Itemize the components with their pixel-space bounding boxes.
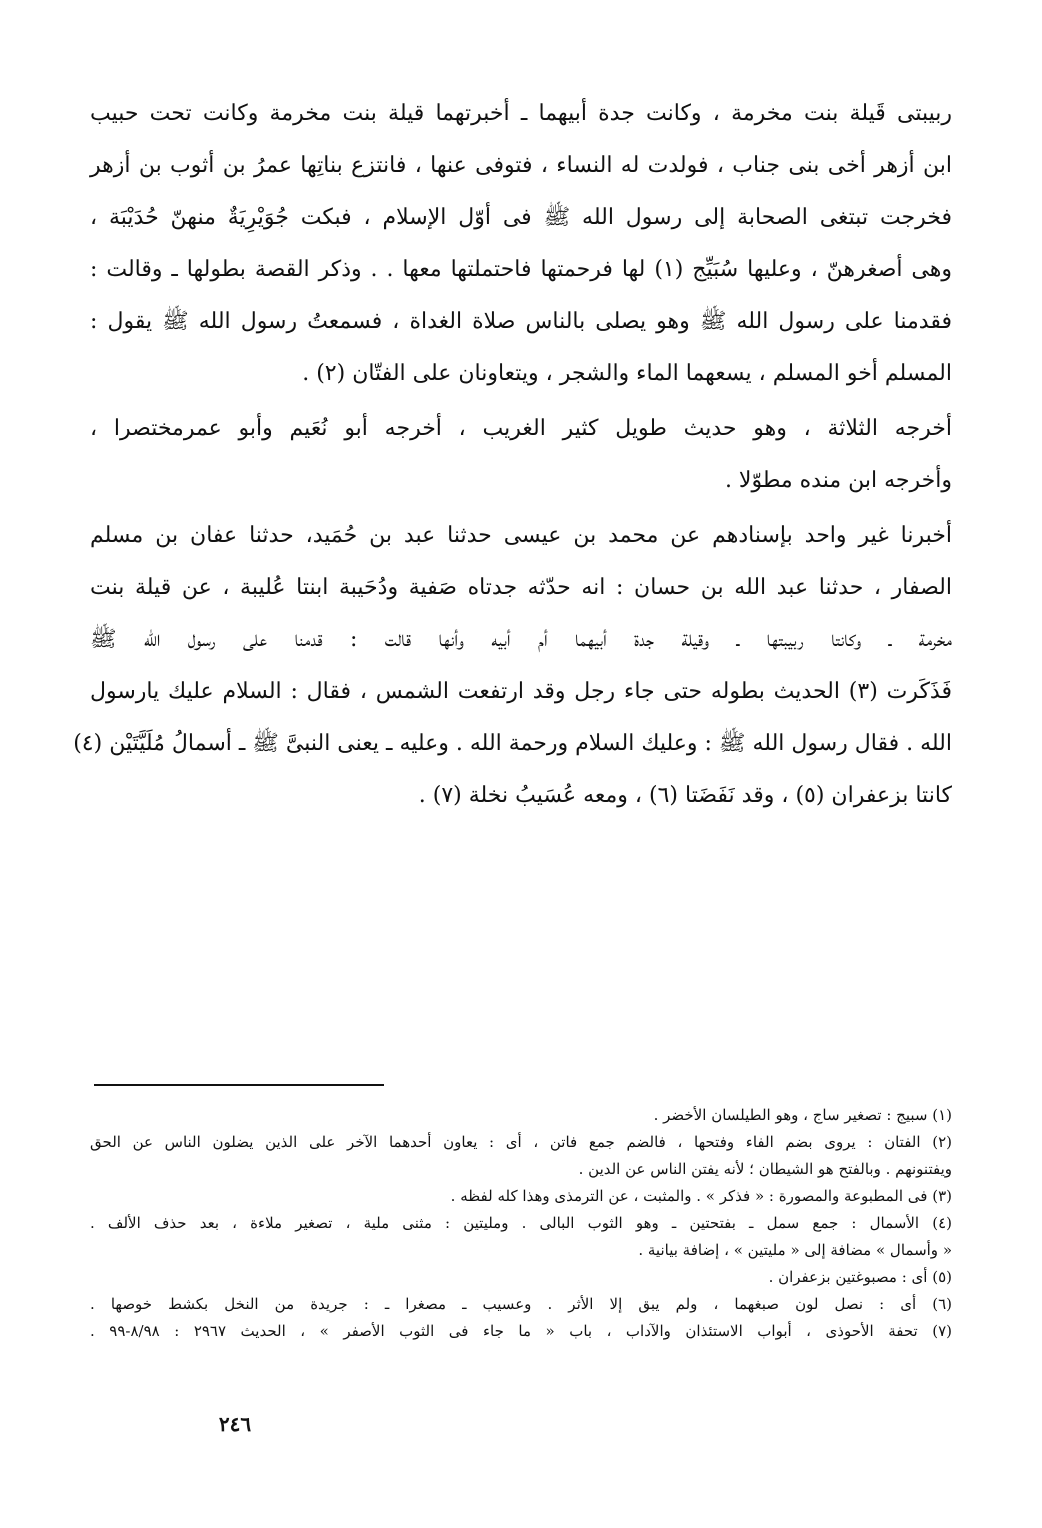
text-line: ربيبتى قَيلة بنت مخرمة ، وكانت جدة أبيهما ـ أخبرتهما قيلة بنت مخرمة وكانت تحت حبيب <box>90 101 952 126</box>
paragraph-isnad <box>73 510 952 822</box>
text-line: المسلم أخو المسلم ، يسعهما الماء والشجر ، ويتعاونان على الفتّان (٢) . <box>302 361 952 386</box>
text-line: وأخرجه ابن منده مطوّلا . <box>724 468 952 493</box>
text-line: أخبرنا غير واحد بإسنادهم عن محمد بن عيسى حدثنا عبد بن حُمَيد، حدثنا عفان بن مسلم <box>90 523 952 548</box>
text-line: مخرمة ـ وكانتا ربيبتها ـ وقيلة جدة أبيهما أم أبيه وأنها قالت : قدمنا على رسول الله ﷺ <box>90 627 952 652</box>
text-line: الله . فقال رسول الله ﷺ : وعليك السلام ورحمة الله . وعليه ـ يعنى النبىَّ ﷺ ـ أسمالُ مُلَيَّتَيْن (٤) <box>73 731 952 756</box>
text-line: ابن أزهر أخى بنى جناب ، فولدت له النساء ، فتوفى عنها ، فانتزع بناتِها عمرُ بن أثوب بن أزهر <box>90 153 952 178</box>
text-line: وهى أصغرهنّ ، وعليها سُبَيِّج (١) لها فرحمتها فاحتملتها معها . . وذكر القصة بطولها ـ وقالت : <box>90 257 952 282</box>
text-line: فَذَكَرت (٣) الحديث بطوله حتى جاء رجل وقد ارتفعت الشمس ، فقال : السلام عليك يارسول <box>90 679 952 704</box>
footnote: ويفتنونهم . وبالفتح هو الشيطان ؛ لأنه يفتن الناس عن الدين . <box>578 1160 952 1178</box>
footnotes-section <box>90 1102 952 1345</box>
footnote: (١) سبيج : تصغير ساج ، وهو الطيلسان الأخضر . <box>653 1106 952 1124</box>
footnote: (٧) تحفة الأحوذى ، أبواب الاستئذان والآداب ، باب « ما جاء فى الثوب الأصفر » ، الحديث ٢٩٦٧ : ٨/٩٨-٩٩ . <box>90 1322 952 1340</box>
footnote: (٢) الفتان : يروى بضم الفاء وفتحها ، فالضم جمع فاتن ، أى : يعاون أحدهما الآخر على الذين يضلون الناس عن الحق <box>90 1133 952 1151</box>
text-line: فقدمنا على رسول الله ﷺ وهو يصلى بالناس صلاة الغداة ، فسمعتُ رسول الله ﷺ يقول : <box>90 309 952 334</box>
footnote: (٦) أى : نصل لون صبغهما ، ولم يبق إلا الأثر . وعسيب ـ مصغرا ـ : جريدة من النخل بكشط خوصها . <box>90 1295 952 1313</box>
footnote: (٣) فى المطبوعة والمصورة : « فذكر » . والمثبت ، عن الترمذى وهذا كله لفظه . <box>450 1187 952 1205</box>
paragraph-takhrij <box>90 403 952 507</box>
footnote: (٥) أى : مصبوغتين بزعفران . <box>768 1268 952 1286</box>
text-line: كانتا بزعفران (٥) ، وقد نَفَضَتا (٦) ، ومعه عُسَيبُ نخلة (٧) . <box>418 783 952 808</box>
text-line: فخرجت تبتغى الصحابة إلى رسول الله ﷺ فى أوّل الإسلام ، فبكت جُوَيْرِيَةٌ منهنّ حُدَيْبَة ، <box>90 205 953 230</box>
footnote: (٤) الأسمال : جمع سمل ـ بفتحتين ـ وهو الثوب البالى . ومليتين : مثنى ملية ، تصغير ملاءة ، بعد حذف الألف . <box>90 1214 952 1232</box>
footnote: « وأسمال » مضافة إلى « مليتين » ، إضافة بيانية . <box>638 1241 952 1259</box>
page-number: ٢٤٦ <box>218 1412 252 1436</box>
footnote-divider <box>94 1084 384 1086</box>
text-line: الصفار ، حدثنا عبد الله بن حسان : انه حدّثه جدتاه صَفية ودُحَيبة ابنتا عُليبة ، عن قيلة بنت <box>90 575 952 600</box>
text-line: أخرجه الثلاثة ، وهو حديث طويل كثير الغريب ، أخرجه أبو نُعَيم وأبو عمرمختصرا ، <box>90 416 952 441</box>
paragraph-hadith-narration <box>90 88 952 400</box>
